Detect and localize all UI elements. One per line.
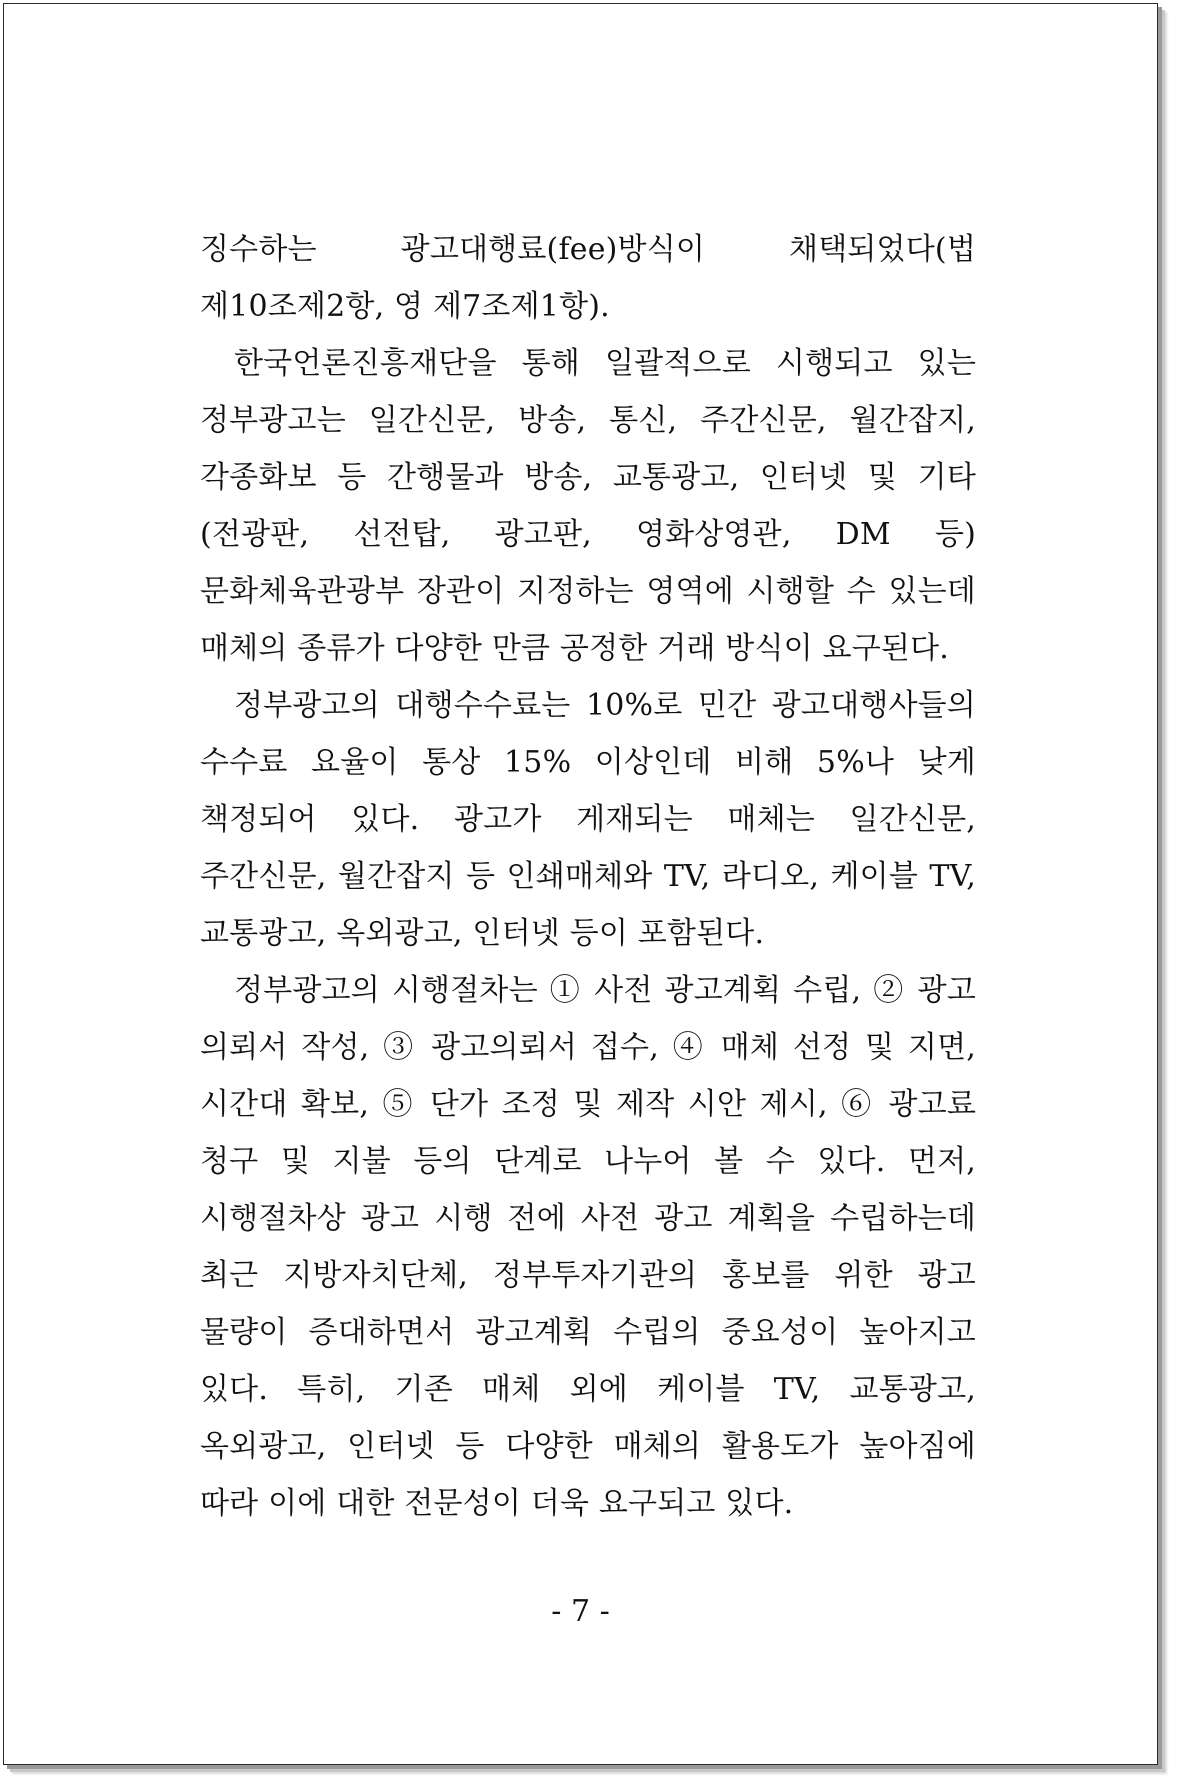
paragraph-government-advertising-scope: 한국언론진흥재단을 통해 일괄적으로 시행되고 있는 정부광고는 일간신문, 방송, 통신, 주간신문, 월간잡지, 각종화보 등 간행물과 방송, 교통광고, 인터넷 및 기타(전광판, 선전탑, 광고판, 영화상영관, DM 등) 문화체육관광부 장관이 지정하는 영역에 시행할 수 있는데 매체의 종류가 다양한 만큼 공정한 거래 방식이 요구된다. (200, 346, 976, 666)
body-text (200, 221, 976, 1532)
paragraph-continued: 징수하는 광고대행료(fee)방식이 채택되었다(법 제10조제2항, 영 제7조제1항). (200, 232, 976, 324)
page-number: - 7 - (551, 1594, 610, 1629)
paragraph-agency-commission: 정부광고의 대행수수료는 10%로 민간 광고대행사들의 수수료 요율이 통상 15% 이상인데 비해 5%나 낮게 책정되어 있다. 광고가 게재되는 매체는 일간신문, 주간신문, 월간잡지 등 인쇄매체와 TV, 라디오, 케이블 TV, 교통광고, 옥외광고, 인터넷 등이 포함된다. (200, 688, 976, 951)
paragraph-procedure: 정부광고의 시행절차는 ① 사전 광고계획 수립, ② 광고 의뢰서 작성, ③ 광고의뢰서 접수, ④ 매체 선정 및 지면, 시간대 확보, ⑤ 단가 조정 및 제작 시안 제시, ⑥ 광고료 청구 및 지불 등의 단계로 나누어 볼 수 있다. 먼저, 시행절차상 광고 시행 전에 사전 광고 계획을 수립하는데 최근 지방자치단체, 정부투자기관의 홍보를 위한 광고 물량이 증대하면서 광고계획 수립의 중요성이 높아지고 있다. 특히, 기존 매체 외에 케이블 TV, 교통광고, 옥외광고, 인터넷 등 다양한 매체의 활용도가 높아짐에 따라 이에 대한 전문성이 더욱 요구되고 있다. (200, 973, 976, 1521)
document-page (3, 3, 1158, 1765)
